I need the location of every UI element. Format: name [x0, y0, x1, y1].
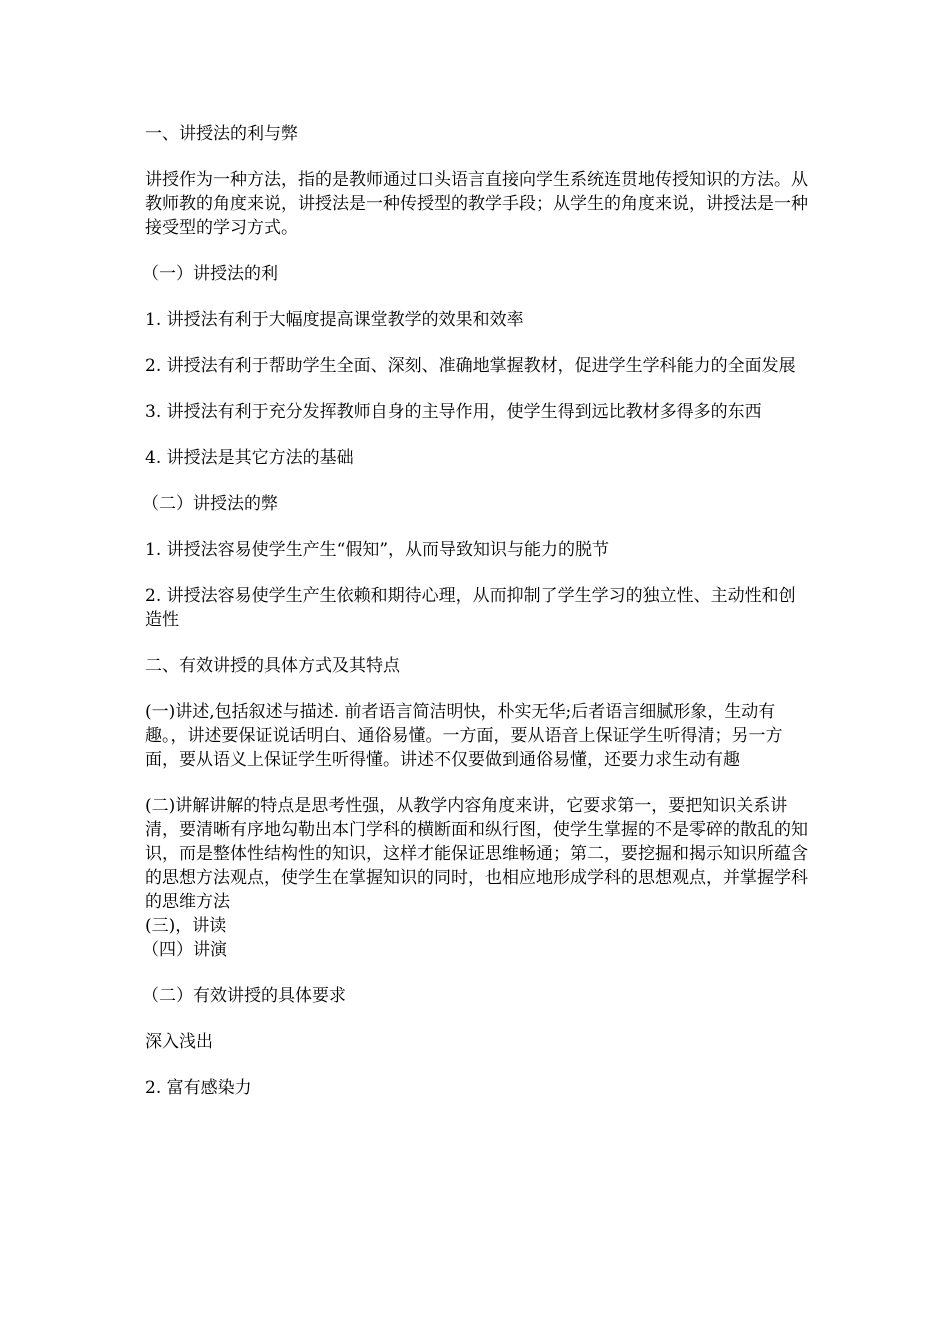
subheading-disadvantages: （二）讲授法的弊 — [142, 494, 278, 514]
subheading-advantages: （一）讲授法的利 — [142, 264, 278, 284]
method-narration: (一)讲述,包括叙述与描述. 前者语言简洁明快，朴实无华;后者语言细腻形象，生动有趣。，讲述要保证说话明白、通俗易懂。一方面，要从语音上保证学生听得清；另一方面，要从语义上保证学生听得懂。讲述不仅要做到通俗易懂，还要力求生动有趣 — [145, 702, 783, 770]
disadvantage-item-1: 1. 讲授法容易使学生产生“假知”，从而导致知识与能力的脱节 — [145, 540, 610, 560]
requirement-item-1: 深入浅出 — [145, 1032, 213, 1052]
section-heading-pros-cons: 一、讲授法的利与弊 — [145, 124, 298, 144]
method-speech: （四）讲演 — [142, 940, 227, 960]
subheading-requirements: （二）有效讲授的具体要求 — [142, 986, 346, 1006]
advantage-item-1: 1. 讲授法有利于大幅度提高课堂教学的效果和效率 — [145, 310, 524, 330]
section-heading-effective-lecturing: 二、有效讲授的具体方式及其特点 — [145, 656, 400, 676]
method-explanation: (二)讲解讲解的特点是思考性强，从教学内容角度来讲，它要求第一，要把知识关系讲清，要清晰有序地勾勒出本门学科的横断面和纵行图，使学生掌握的不是零碎的散乱的知识，而是整体性结构性的知识，这样才能保证思维畅通；第二，要挖掘和揭示知识所蕴含的思想方法观点，使学生在掌握知识的同时，也相应地形成学科的思想观点，并掌握学科的思维方法 — [145, 796, 808, 912]
intro-paragraph: 讲授作为一种方法，指的是教师通过口头语言直接向学生系统连贯地传授知识的方法。从教师教的角度来说，讲授法是一种传授型的教学手段；从学生的角度来说，讲授法是一种接受型的学习方式。 — [145, 170, 808, 238]
document-body — [142, 122, 810, 1122]
advantage-item-2: 2. 讲授法有利于帮助学生全面、深刻、准确地掌握教材，促进学生学科能力的全面发展 — [145, 356, 796, 376]
advantage-item-3: 3. 讲授法有利于充分发挥教师自身的主导作用，使学生得到远比教材多得多的东西 — [145, 402, 762, 422]
requirement-item-2: 2. 富有感染力 — [145, 1078, 252, 1098]
disadvantage-item-2: 2. 讲授法容易使学生产生依赖和期待心理，从而抑制了学生学习的独立性、主动性和创造性 — [145, 586, 796, 630]
advantage-item-4: 4. 讲授法是其它方法的基础 — [145, 448, 354, 468]
method-reading: (三)，讲读 — [145, 916, 227, 936]
